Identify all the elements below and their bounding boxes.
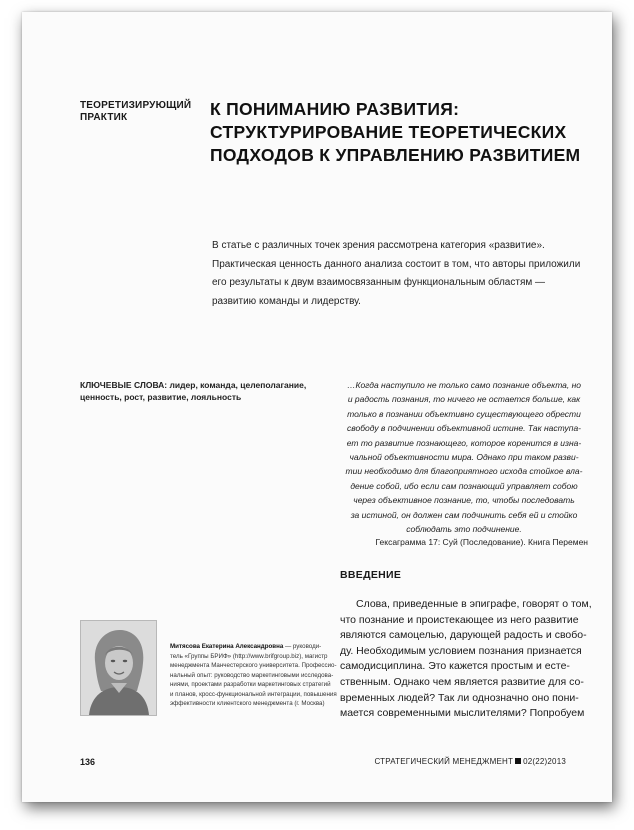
epigraph-source: Гексаграмма 17: Суй (Последование). Книга Перемен [375, 537, 588, 547]
body-line: мается современными мыслителями? Попробуем [340, 707, 585, 720]
epigraph-line: свободу в подчинении объективной истине. Так наступа- [346, 423, 581, 434]
body-line: временных людей? Так ли однозначно оно пони- [340, 691, 579, 704]
author-bio [170, 642, 335, 709]
epigraph-line: только в познании объективно существующего обрести [347, 408, 581, 419]
keywords [80, 379, 310, 403]
square-bullet-icon [515, 758, 521, 764]
epigraph-line: тии необходимо для благоприятного исхода стойкое вла- [345, 466, 583, 477]
intro-heading: ВВЕДЕНИЕ [340, 569, 402, 581]
bio-line: — руководи- [283, 643, 322, 650]
article-title [210, 98, 590, 167]
title-line: СТРУКТУРИРОВАНИЕ ТЕОРЕТИЧЕСКИХ [210, 122, 567, 142]
body-line: самодисциплина. Это кажется простым и есте- [340, 660, 570, 673]
journal-issue: 02(22)2013 [523, 757, 566, 766]
keywords-text: лидер, команда, целеполагание, ценность, рост, развитие, лояльность [80, 380, 307, 402]
page-number: 136 [80, 757, 96, 767]
title-line: ПОДХОДОВ К УПРАВЛЕНИЮ РАЗВИТИЕМ [210, 145, 581, 165]
bio-line: тель «Группы БРИФ» (http://www.brifgroup.biz), магистр [170, 652, 328, 660]
body-line: что познание и проистекающее из него развитие [340, 613, 579, 626]
epigraph-line: за истиной, он должен сам подчинить себя ей и стойко [350, 509, 578, 520]
bio-line: эффективности клиентского менеджмента (г. Москва) [170, 700, 325, 707]
section-label [80, 100, 190, 124]
epigraph-line: …Когда наступило не только само познание объекта, но [346, 380, 582, 390]
body-line: ственным. Однако чем является развитие для со- [340, 675, 584, 688]
bio-line: нальный опыт: руководство маркетинговыми исследова- [170, 671, 334, 679]
bio-line: менеджмента Манчестерского университета. Профессио- [170, 662, 337, 669]
epigraph-line: дение собой, ибо если сам познающий управляет собою [350, 480, 578, 491]
epigraph-line: чальной объективности мира. Однако при таком разви- [349, 452, 579, 463]
footer-journal [374, 757, 566, 766]
abstract: В статье с различных точек зрения рассмотрена категория «развитие». Практическая ценность данного анализа состоит в том, что авторы приложили его результаты к двум взаимосвязанным функциональным областям — развитию команды и лидерству. [212, 240, 581, 307]
body-line: ду. Необходимым условием познания признается [340, 644, 582, 657]
keywords-label: КЛЮЧЕВЫЕ СЛОВА: [80, 380, 168, 390]
section-label-line: ПРАКТИК [80, 112, 128, 123]
body-line: Слова, приведенные в эпиграфе, говорят о том, [356, 598, 592, 610]
section-label-line: ТЕОРЕТИЗИРУЮЩИЙ [80, 100, 192, 111]
title-line: К ПОНИМАНИЮ РАЗВИТИЯ: [210, 99, 460, 119]
author-photo [80, 620, 157, 716]
epigraph [340, 378, 588, 536]
epigraph-line: и радость познания, то ничего не остается больше, как [347, 394, 581, 405]
bio-line: и планов, кросс-функциональной интеграции, повышения [170, 690, 337, 698]
author-name: Митясова Екатерина Александровна [170, 643, 284, 650]
epigraph-line: через объективное познание, то, чтобы последовать [353, 495, 575, 506]
intro-body [340, 597, 592, 722]
epigraph-line: соблюдать это подчинение. [406, 524, 522, 535]
body-line: являются самоцелью, дарующей радость и свобо- [340, 629, 587, 642]
epigraph-line: ет то развитие познающего, которое коренится в изна- [346, 437, 582, 448]
bio-line: ниями, проектами разработки маркетинговых стратегий [170, 681, 331, 688]
journal-page [22, 12, 612, 802]
journal-name: СТРАТЕГИЧЕСКИЙ МЕНЕДЖМЕНТ [374, 757, 514, 766]
